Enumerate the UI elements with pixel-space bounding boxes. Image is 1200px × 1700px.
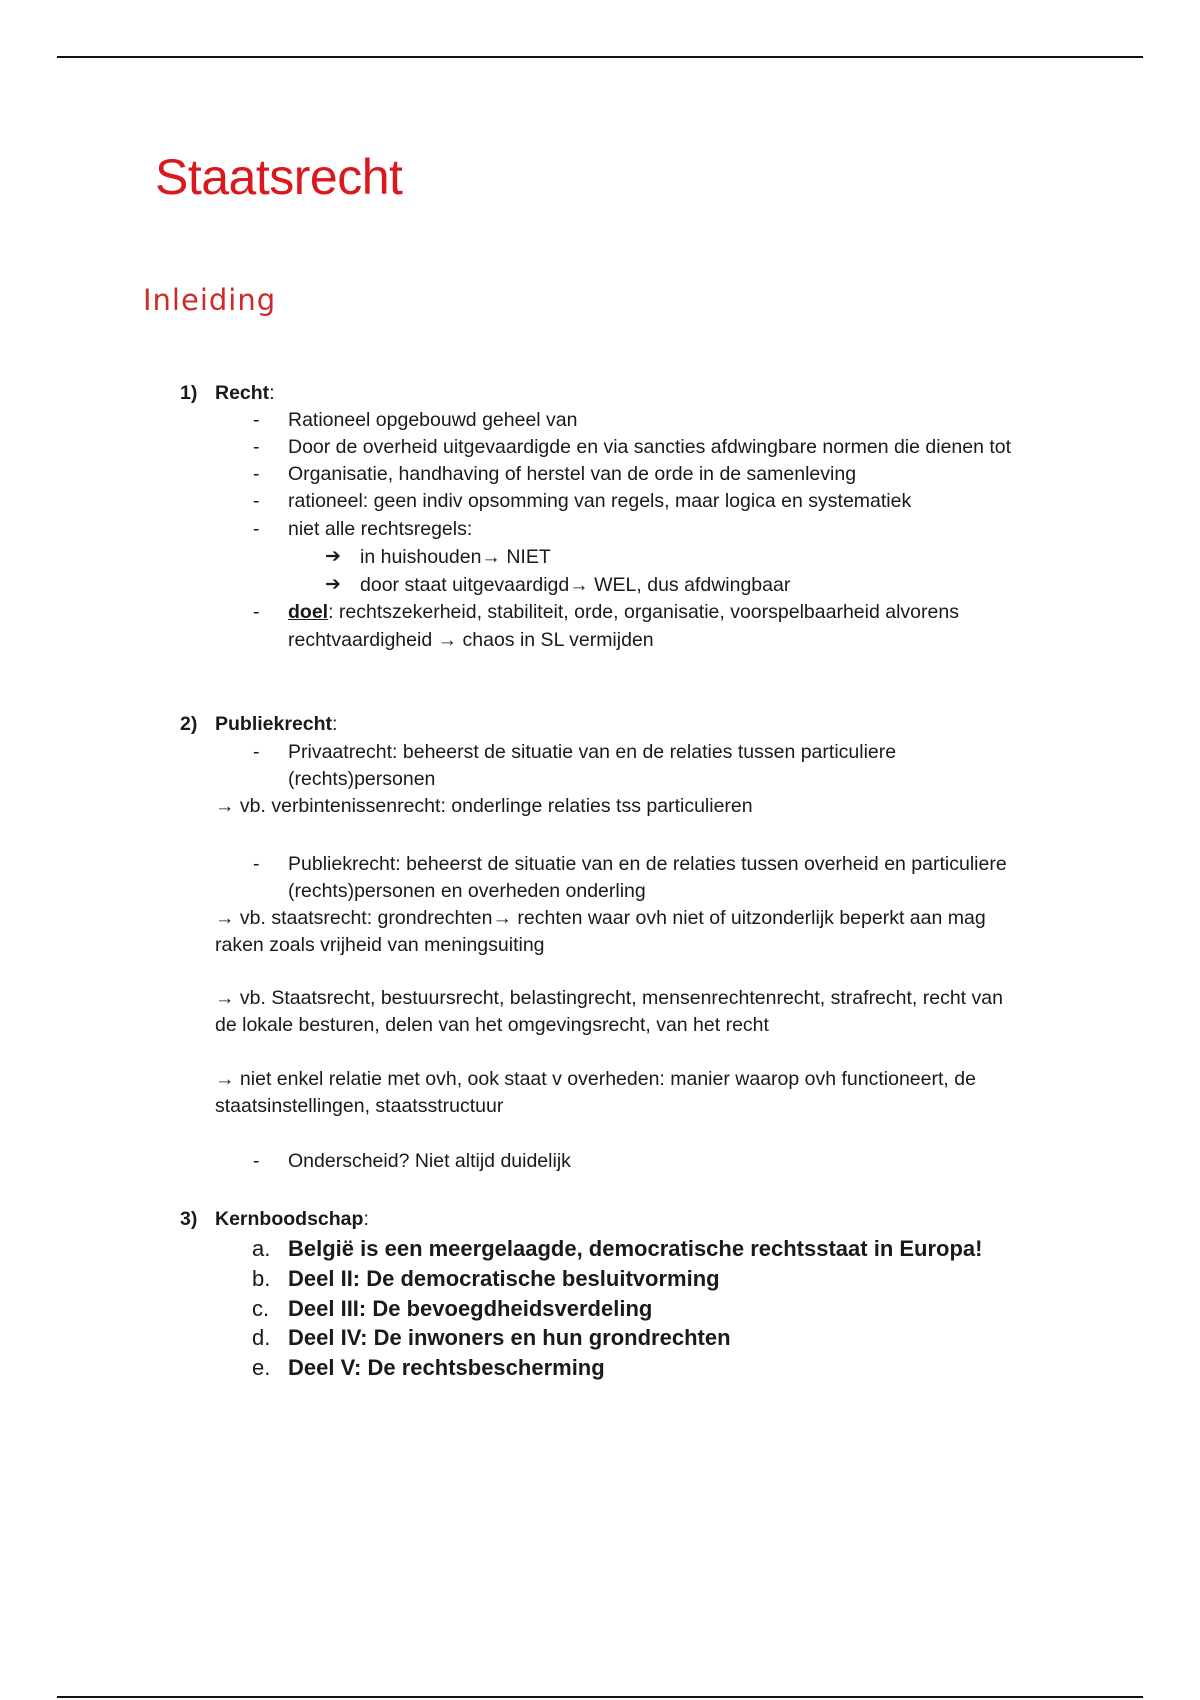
bullet-dash: - — [253, 1150, 260, 1172]
list-item: Rationeel opgebouwd geheel van — [288, 409, 578, 431]
kernboodschap-item: Deel II: De democratische besluitvorming — [288, 1266, 720, 1291]
list-letter: a. — [252, 1236, 271, 1261]
section-2-number: 2) — [180, 713, 198, 735]
onderscheid-item: Onderscheid? Niet altijd duidelijk — [288, 1150, 571, 1172]
list-letter: c. — [252, 1296, 270, 1321]
arrow-bullet-icon: ➔ — [325, 546, 341, 567]
section-heading-inleiding: Inleiding — [143, 283, 277, 317]
section-3-heading — [215, 1208, 369, 1231]
examples-line-2: de lokale besturen, delen van het omgevingsrecht, van het recht — [215, 1014, 769, 1036]
list-letter: e. — [252, 1355, 271, 1380]
section-1-heading — [215, 382, 275, 405]
page-title: Staatsrecht — [155, 149, 403, 205]
publiekrecht-example-line-2: raken zoals vrijheid van meningsuiting — [215, 934, 545, 956]
bullet-dash: - — [253, 490, 260, 512]
section-1-colon: : — [269, 382, 275, 404]
section-2-heading — [215, 713, 337, 736]
section-3-colon: : — [363, 1208, 369, 1230]
bullet-dash: - — [253, 601, 260, 623]
bullet-dash: - — [253, 463, 260, 485]
bullet-dash: - — [253, 741, 260, 763]
relation-line-2: staatsinstellingen, staatsstructuur — [215, 1095, 504, 1117]
privaatrecht-example: → vb. verbintenissenrecht: onderlinge relaties tss particulieren — [215, 795, 753, 817]
section-2-heading-text: Publiekrecht — [215, 713, 333, 735]
section-2-colon: : — [332, 713, 338, 735]
privaatrecht-line-2: (rechts)personen — [288, 768, 436, 790]
arrow-bullet-icon: ➔ — [325, 574, 341, 595]
list-item: niet alle rechtsregels: — [288, 518, 473, 540]
kernboodschap-item: Deel III: De bevoegdheidsverdeling — [288, 1296, 653, 1321]
section-1-heading-text: Recht — [215, 382, 270, 404]
sub-list-item: in huishouden→ NIET — [360, 546, 551, 568]
sub-list-item: door staat uitgevaardigd→ WEL, dus afdwingbaar — [360, 574, 791, 596]
bullet-dash: - — [253, 518, 260, 540]
list-item-doel — [288, 599, 959, 626]
doel-text: : rechtszekerheid, stabiliteit, orde, organisatie, voorspelbaarheid alvorens — [328, 601, 959, 623]
bullet-dash: - — [253, 436, 260, 458]
bullet-dash: - — [253, 409, 260, 431]
list-item: Door de overheid uitgevaardigde en via sancties afdwingbare normen die dienen tot — [288, 436, 1012, 458]
publiekrecht-line-2: (rechts)personen en overheden onderling — [288, 880, 646, 902]
doel-label: doel — [288, 601, 329, 623]
bullet-dash: - — [253, 853, 260, 875]
privaatrecht-line-1: Privaatrecht: beheerst de situatie van en de relaties tussen particuliere — [288, 741, 897, 763]
top-rule — [57, 56, 1143, 58]
kernboodschap-item: België is een meergelaagde, democratische rechtsstaat in Europa! — [288, 1236, 983, 1261]
kernboodschap-item: Deel IV: De inwoners en hun grondrechten — [288, 1325, 731, 1350]
list-item: Organisatie, handhaving of herstel van de orde in de samenleving — [288, 463, 857, 485]
list-letter: b. — [252, 1266, 271, 1291]
section-3-heading-text: Kernboodschap — [215, 1208, 364, 1230]
section-3-number: 3) — [180, 1208, 198, 1230]
section-1-number: 1) — [180, 382, 198, 404]
relation-line-1: → niet enkel relatie met ovh, ook staat v overheden: manier waarop ovh functioneert, de — [215, 1068, 976, 1090]
examples-line-1: → vb. Staatsrecht, bestuursrecht, belastingrecht, mensenrechtenrecht, strafrecht, recht van — [215, 987, 1003, 1009]
list-item: rationeel: geen indiv opsomming van regels, maar logica en systematiek — [288, 490, 912, 512]
kernboodschap-item: Deel V: De rechtsbescherming — [288, 1355, 605, 1380]
publiekrecht-example-line-1: → vb. staatsrecht: grondrechten→ rechten waar ovh niet of uitzonderlijk beperkt aan mag — [215, 907, 986, 929]
publiekrecht-line-1: Publiekrecht: beheerst de situatie van en de relaties tussen overheid en particuliere — [288, 853, 1007, 875]
list-letter: d. — [252, 1325, 271, 1350]
list-item-doel-continued: rechtvaardigheid → chaos in SL vermijden — [288, 629, 654, 651]
bottom-rule — [57, 1696, 1143, 1698]
